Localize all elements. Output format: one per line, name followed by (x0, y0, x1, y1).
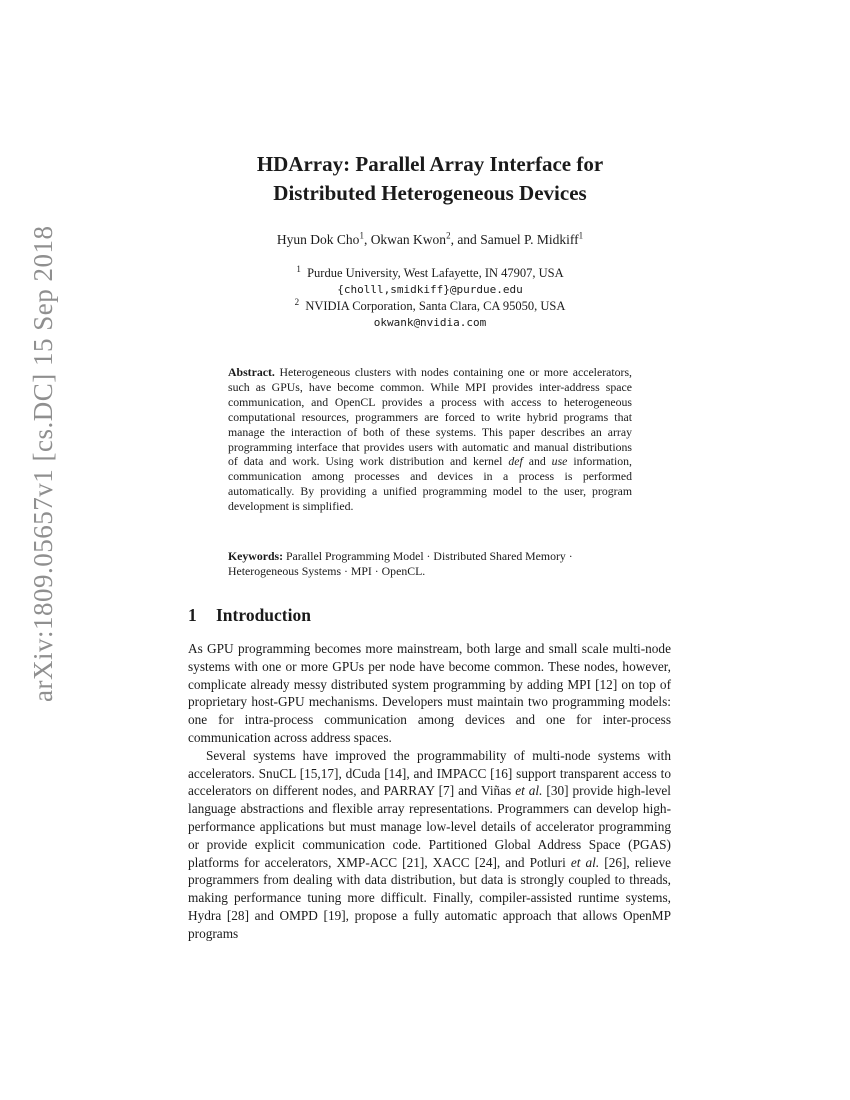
abstract-paragraph (228, 365, 632, 514)
section-title: Introduction (216, 605, 311, 625)
arxiv-identifier-text: arXiv:1809.05657v1 [cs.DC] 15 Sep 2018 (28, 225, 58, 702)
arxiv-identifier-stamp (22, 225, 62, 710)
body-paragraph-2-part-1: Several systems have improved the programmability of multi-node systems with accelerators. SnuCL [15,17], dCuda [14], and IMPACC [16] support transparent access to accelerators on different nodes, and PARRAY [7] and Viñas (188, 747, 671, 799)
affiliation-1-email: {cholll,smidkiff}@purdue.edu (337, 282, 523, 296)
section-body (188, 640, 671, 943)
section-number: 1 (188, 605, 197, 625)
author-separator: , (363, 232, 371, 247)
body-paragraph-2 (188, 747, 671, 943)
abstract-text-part-2: information, communication among processes and devices in a process is performed automatically. By providing a unified programming model to the user, program development is simplified. (228, 454, 632, 514)
paper-title-line-1: HDArray: Parallel Array Interface for (256, 152, 604, 176)
author-3: Samuel P. Midkiff (480, 232, 579, 247)
abstract-emphasis-def: def (508, 454, 523, 469)
affiliation-1 (150, 265, 710, 282)
affiliation-2 (150, 298, 710, 315)
paper-title (150, 150, 710, 208)
affiliation-2-text: NVIDIA Corporation, Santa Clara, CA 95050, USA (305, 299, 566, 313)
affiliation-2-email: okwank@nvidia.com (373, 315, 487, 329)
abstract-emphasis-use: use (551, 454, 568, 469)
body-paragraph-1: As GPU programming becomes more mainstream, both large and small scale multi-node systems with one or more GPUs per node have become common. These nodes, however, complicate already messy distributed system programming by adding MPI [12] on top of proprietary host-GPU mechanisms. Developers must maintain two programming models: one for intra-process communication among devices and one for inter-process communication across address spaces. (188, 641, 671, 745)
paper-title-line-2: Distributed Heterogeneous Devices (273, 181, 587, 205)
abstract (228, 365, 632, 514)
author-1: Hyun Dok Cho (276, 232, 360, 247)
body-paragraph-2-part-2: [30] provide high-level language abstractions and flexible array representations. Programmers can develop high-performance applications but must manage low-level details of accelerator programming or provide explicit communication code. Partitioned Global Address Space (PGAS) platforms for accelerators, XMP-ACC [21], XACC [24], and Potluri (188, 783, 672, 870)
body-paragraph-2-emphasis-2: et al. (570, 854, 600, 870)
abstract-label: Abstract. (228, 365, 275, 379)
body-paragraph-2-emphasis-1: et al. (515, 783, 543, 799)
author-2-affiliation-mark: 2 (446, 230, 451, 241)
affiliation-1-mark: 1 (296, 263, 301, 274)
keywords (228, 549, 632, 579)
affiliations (150, 265, 710, 331)
keywords-text: Parallel Programming Model · Distributed Shared Memory · Heterogeneous Systems · MPI · OpenCL. (228, 549, 573, 578)
body-paragraph-2-part-3: [26], relieve programmers from dealing with data distribution, but data is strongly coupled to threads, making performance tuning more difficult. Finally, compiler-assisted runtime systems, Hydra [28] and OMPD [19], propose a fully automatic approach that allows OpenMP programs (188, 854, 672, 941)
keywords-label: Keywords: (228, 549, 284, 563)
affiliation-2-mark: 2 (294, 296, 300, 307)
author-3-affiliation-mark: 1 (578, 230, 584, 241)
author-separator: , and (450, 232, 481, 247)
abstract-conjunction: and (522, 454, 552, 469)
abstract-text-part-1: Heterogeneous clusters with nodes containing one or more accelerators, such as GPUs, have become common. While MPI provides inter-address space communication, and OpenCL provides a process with access to heterogeneous computational resources, programmers are forced to write hybrid programs that manage the interaction of both of these systems. This paper describes an array programming interface that provides users with automatic and manual distributions of data and work. Using work distribution and kernel (228, 365, 632, 469)
author-1-affiliation-mark: 1 (359, 230, 364, 241)
section-heading (188, 605, 311, 626)
author-list (150, 232, 710, 248)
author-2: Okwan Kwon (370, 232, 447, 247)
affiliation-1-text: Purdue University, West Lafayette, IN 47907, USA (307, 266, 564, 280)
